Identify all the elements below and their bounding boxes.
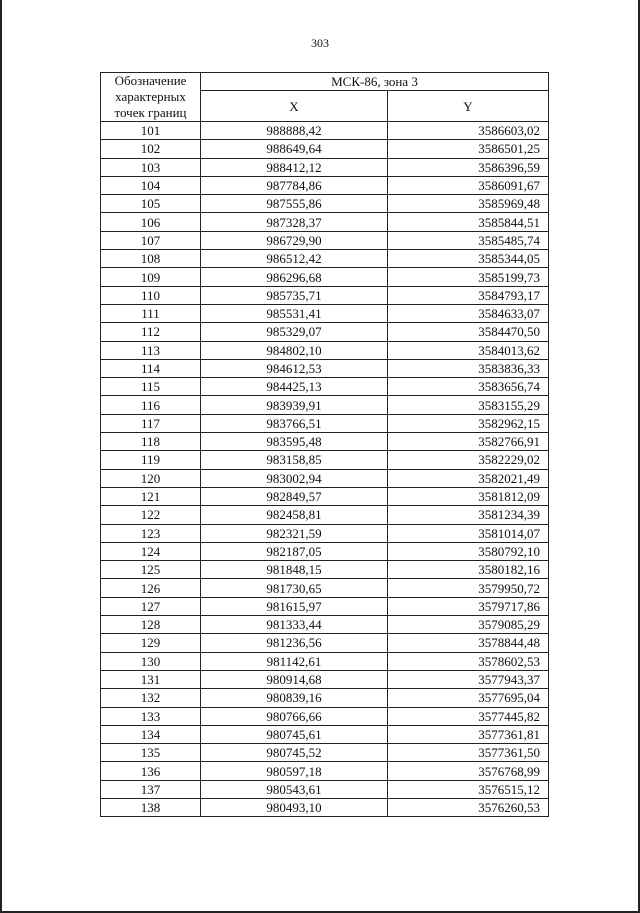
x-coordinate-cell: 980493,10 (201, 798, 388, 816)
header-coordinate-system: МСК-86, зона 3 (201, 73, 549, 91)
point-id-cell: 113 (101, 341, 201, 359)
y-coordinate-cell: 3584633,07 (388, 304, 549, 322)
table-row (101, 634, 549, 652)
x-coordinate-cell: 981333,44 (201, 616, 388, 634)
point-id-cell: 136 (101, 762, 201, 780)
table-row (101, 487, 549, 505)
table-row (101, 176, 549, 194)
y-coordinate-cell: 3585844,51 (388, 213, 549, 231)
x-coordinate-cell: 988888,42 (201, 122, 388, 140)
point-id-cell: 107 (101, 231, 201, 249)
y-coordinate-cell: 3582962,15 (388, 414, 549, 432)
table-body (101, 122, 549, 817)
y-coordinate-cell: 3577695,04 (388, 689, 549, 707)
x-coordinate-cell: 982849,57 (201, 487, 388, 505)
point-id-cell: 130 (101, 652, 201, 670)
point-id-cell: 114 (101, 359, 201, 377)
x-coordinate-cell: 988649,64 (201, 140, 388, 158)
page-number: 303 (311, 36, 329, 50)
y-coordinate-cell: 3577361,50 (388, 744, 549, 762)
y-coordinate-cell: 3580182,16 (388, 561, 549, 579)
table-row (101, 780, 549, 798)
point-id-cell: 131 (101, 670, 201, 688)
x-coordinate-cell: 982321,59 (201, 524, 388, 542)
x-coordinate-cell: 981236,56 (201, 634, 388, 652)
y-coordinate-cell: 3584470,50 (388, 323, 549, 341)
point-id-cell: 109 (101, 268, 201, 286)
x-coordinate-cell: 983766,51 (201, 414, 388, 432)
x-coordinate-cell: 987555,86 (201, 195, 388, 213)
point-id-cell: 125 (101, 561, 201, 579)
coordinates-table (100, 72, 549, 817)
table-row (101, 304, 549, 322)
x-coordinate-cell: 986512,42 (201, 250, 388, 268)
point-id-cell: 124 (101, 542, 201, 560)
table-row (101, 798, 549, 816)
point-id-cell: 121 (101, 487, 201, 505)
point-id-cell: 116 (101, 396, 201, 414)
table-row (101, 286, 549, 304)
y-coordinate-cell: 3585969,48 (388, 195, 549, 213)
y-coordinate-cell: 3577361,81 (388, 725, 549, 743)
point-id-cell: 105 (101, 195, 201, 213)
point-id-cell: 104 (101, 176, 201, 194)
x-coordinate-cell: 982458,81 (201, 506, 388, 524)
y-coordinate-cell: 3585344,05 (388, 250, 549, 268)
table-row (101, 652, 549, 670)
point-id-cell: 128 (101, 616, 201, 634)
y-coordinate-cell: 3584013,62 (388, 341, 549, 359)
table-row (101, 396, 549, 414)
table-row (101, 414, 549, 432)
point-id-cell: 101 (101, 122, 201, 140)
x-coordinate-cell: 980543,61 (201, 780, 388, 798)
table-row (101, 707, 549, 725)
point-id-cell: 118 (101, 433, 201, 451)
x-coordinate-cell: 980597,18 (201, 762, 388, 780)
y-coordinate-cell: 3577445,82 (388, 707, 549, 725)
point-id-cell: 129 (101, 634, 201, 652)
table-row (101, 250, 549, 268)
header-point-designation: Обозначение характерных точек границ (101, 73, 201, 122)
point-id-cell: 103 (101, 158, 201, 176)
table-row (101, 579, 549, 597)
point-id-cell: 111 (101, 304, 201, 322)
y-coordinate-cell: 3586091,67 (388, 176, 549, 194)
x-coordinate-cell: 983158,85 (201, 451, 388, 469)
point-id-cell: 135 (101, 744, 201, 762)
point-id-cell: 119 (101, 451, 201, 469)
y-coordinate-cell: 3576768,99 (388, 762, 549, 780)
table-row (101, 213, 549, 231)
y-coordinate-cell: 3586396,59 (388, 158, 549, 176)
table-row (101, 762, 549, 780)
table-row (101, 524, 549, 542)
x-coordinate-cell: 988412,12 (201, 158, 388, 176)
point-id-cell: 127 (101, 597, 201, 615)
table-row (101, 469, 549, 487)
table-row (101, 268, 549, 286)
x-coordinate-cell: 980745,52 (201, 744, 388, 762)
y-coordinate-cell: 3584793,17 (388, 286, 549, 304)
point-id-cell: 126 (101, 579, 201, 597)
x-coordinate-cell: 984612,53 (201, 359, 388, 377)
y-coordinate-cell: 3583656,74 (388, 378, 549, 396)
table-row (101, 561, 549, 579)
x-coordinate-cell: 980914,68 (201, 670, 388, 688)
point-id-cell: 133 (101, 707, 201, 725)
y-coordinate-cell: 3580792,10 (388, 542, 549, 560)
point-id-cell: 108 (101, 250, 201, 268)
x-coordinate-cell: 983939,91 (201, 396, 388, 414)
table-row (101, 378, 549, 396)
table-row (101, 616, 549, 634)
point-id-cell: 132 (101, 689, 201, 707)
point-id-cell: 134 (101, 725, 201, 743)
point-id-cell: 106 (101, 213, 201, 231)
x-coordinate-cell: 987784,86 (201, 176, 388, 194)
table-row (101, 670, 549, 688)
y-coordinate-cell: 3578844,48 (388, 634, 549, 652)
point-id-cell: 110 (101, 286, 201, 304)
table-row (101, 122, 549, 140)
table-row (101, 597, 549, 615)
x-coordinate-cell: 984802,10 (201, 341, 388, 359)
point-id-cell: 123 (101, 524, 201, 542)
x-coordinate-cell: 980839,16 (201, 689, 388, 707)
table-row (101, 542, 549, 560)
y-coordinate-cell: 3583155,29 (388, 396, 549, 414)
point-id-cell: 115 (101, 378, 201, 396)
y-coordinate-cell: 3579717,86 (388, 597, 549, 615)
table-row (101, 689, 549, 707)
x-coordinate-cell: 980766,66 (201, 707, 388, 725)
table-row (101, 744, 549, 762)
x-coordinate-cell: 983002,94 (201, 469, 388, 487)
y-coordinate-cell: 3582229,02 (388, 451, 549, 469)
y-coordinate-cell: 3581812,09 (388, 487, 549, 505)
x-coordinate-cell: 981615,97 (201, 597, 388, 615)
y-coordinate-cell: 3586603,02 (388, 122, 549, 140)
y-coordinate-cell: 3582766,91 (388, 433, 549, 451)
table-row (101, 158, 549, 176)
header-y: Y (388, 91, 549, 122)
x-coordinate-cell: 980745,61 (201, 725, 388, 743)
y-coordinate-cell: 3576515,12 (388, 780, 549, 798)
y-coordinate-cell: 3581234,39 (388, 506, 549, 524)
point-id-cell: 137 (101, 780, 201, 798)
x-coordinate-cell: 984425,13 (201, 378, 388, 396)
x-coordinate-cell: 987328,37 (201, 213, 388, 231)
table-row (101, 323, 549, 341)
table-row (101, 195, 549, 213)
y-coordinate-cell: 3585199,73 (388, 268, 549, 286)
y-coordinate-cell: 3579950,72 (388, 579, 549, 597)
x-coordinate-cell: 983595,48 (201, 433, 388, 451)
point-id-cell: 102 (101, 140, 201, 158)
y-coordinate-cell: 3578602,53 (388, 652, 549, 670)
x-coordinate-cell: 985531,41 (201, 304, 388, 322)
point-id-cell: 122 (101, 506, 201, 524)
x-coordinate-cell: 981142,61 (201, 652, 388, 670)
table-row (101, 506, 549, 524)
table-row (101, 231, 549, 249)
point-id-cell: 120 (101, 469, 201, 487)
table-row (101, 725, 549, 743)
x-coordinate-cell: 982187,05 (201, 542, 388, 560)
y-coordinate-cell: 3577943,37 (388, 670, 549, 688)
x-coordinate-cell: 986729,90 (201, 231, 388, 249)
y-coordinate-cell: 3586501,25 (388, 140, 549, 158)
header-x: X (201, 91, 388, 122)
y-coordinate-cell: 3581014,07 (388, 524, 549, 542)
y-coordinate-cell: 3585485,74 (388, 231, 549, 249)
x-coordinate-cell: 985329,07 (201, 323, 388, 341)
point-id-cell: 138 (101, 798, 201, 816)
x-coordinate-cell: 985735,71 (201, 286, 388, 304)
table-row (101, 140, 549, 158)
x-coordinate-cell: 981730,65 (201, 579, 388, 597)
table-row (101, 433, 549, 451)
table-row (101, 451, 549, 469)
y-coordinate-cell: 3576260,53 (388, 798, 549, 816)
table-row (101, 341, 549, 359)
x-coordinate-cell: 981848,15 (201, 561, 388, 579)
y-coordinate-cell: 3583836,33 (388, 359, 549, 377)
y-coordinate-cell: 3579085,29 (388, 616, 549, 634)
table-row (101, 359, 549, 377)
y-coordinate-cell: 3582021,49 (388, 469, 549, 487)
x-coordinate-cell: 986296,68 (201, 268, 388, 286)
point-id-cell: 112 (101, 323, 201, 341)
point-id-cell: 117 (101, 414, 201, 432)
